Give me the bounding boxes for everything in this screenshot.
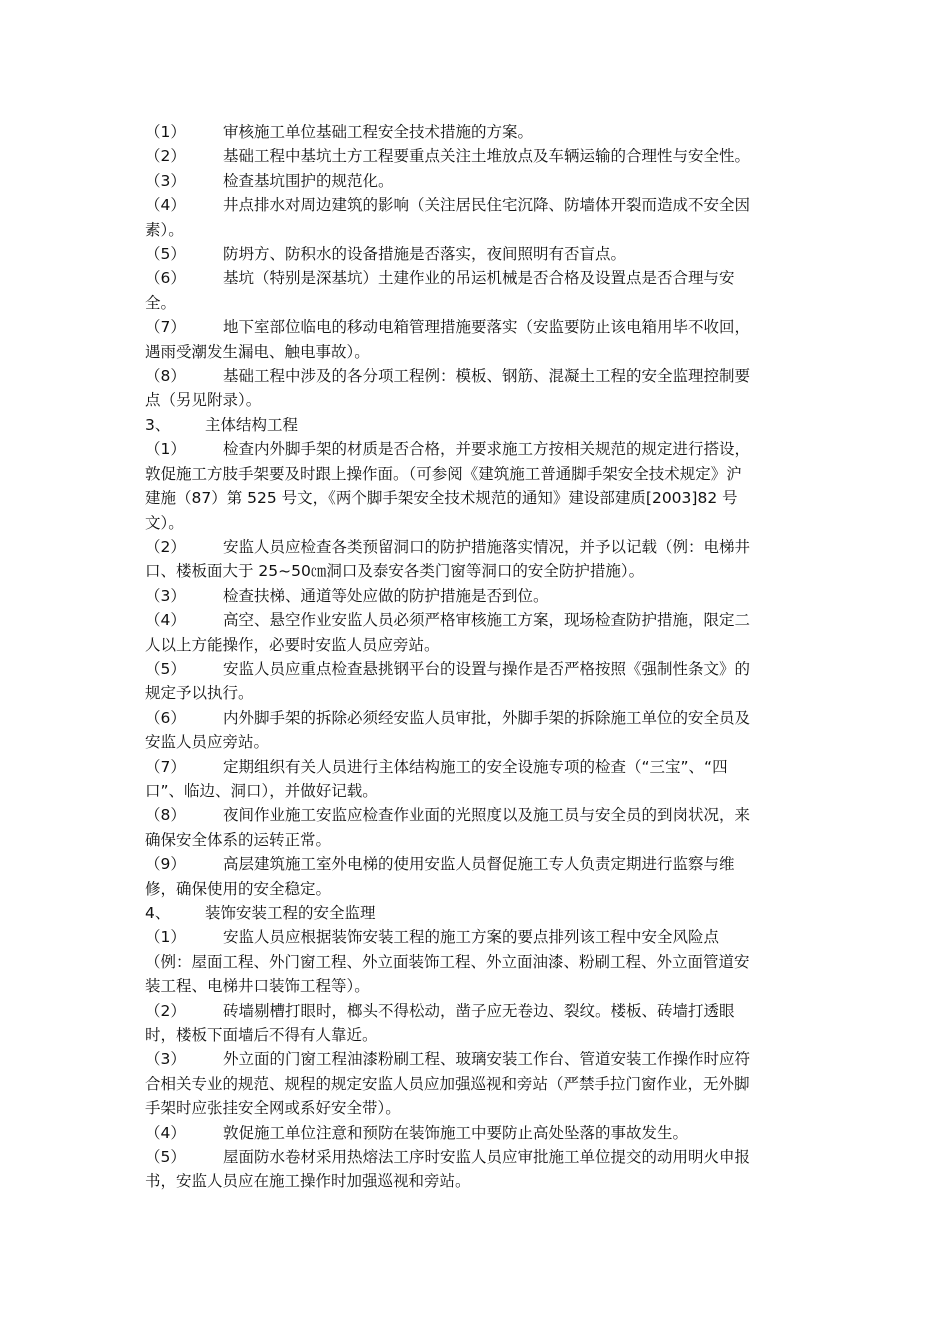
item-number: （8） xyxy=(145,806,186,825)
item-text: 高空、悬空作业安监人员必须严格审核施工方案，现场检查防护措施，限定二 xyxy=(223,611,751,630)
list-item xyxy=(145,852,805,901)
item-text-continuation: 口、楼板面大于 25~50㎝洞口及泰安各类门窗等洞口的安全防护措施）。 xyxy=(145,562,645,581)
section-heading xyxy=(145,413,805,437)
item-text: 检查基坑围护的规范化。 xyxy=(223,171,394,190)
item-text-continuation: 素）。 xyxy=(145,220,184,239)
item-number: （6） xyxy=(145,708,186,727)
item-text: 井点排水对周边建筑的影响（关注居民住宅沉降、防墙体开裂而造成不安全因 xyxy=(223,196,751,215)
list-item xyxy=(145,193,805,242)
item-number: （5） xyxy=(145,1148,186,1167)
item-number: （3） xyxy=(145,1050,186,1069)
item-number: （4） xyxy=(145,1123,186,1142)
item-text-continuation: 时，楼板下面墙后不得有人靠近。 xyxy=(145,1026,378,1045)
item-text: 屋面防水卷材采用热熔法工序时安监人员应审批施工单位提交的动用明火申报 xyxy=(223,1148,751,1167)
item-text: 内外脚手架的拆除必须经安监人员审批，外脚手架的拆除施工单位的安全员及 xyxy=(223,708,751,727)
item-number: （2） xyxy=(145,147,186,166)
item-number: （7） xyxy=(145,757,186,776)
item-text-continuation: 确保安全体系的运转正常。 xyxy=(145,830,332,849)
item-text-continuation: 修，确保使用的安全稳定。 xyxy=(145,879,332,898)
item-text: 定期组织有关人员进行主体结构施工的安全设施专项的检查（“三宝”、“四 xyxy=(223,757,728,776)
list-item xyxy=(145,266,805,315)
item-number: （1） xyxy=(145,928,186,947)
item-text: 检查内外脚手架的材质是否合格，并要求施工方按相关规范的规定进行搭设， xyxy=(223,440,751,459)
item-number: （5） xyxy=(145,245,186,264)
list-item xyxy=(145,144,805,168)
item-text-continuation: 书，安监人员应在施工操作时加强巡视和旁站。 xyxy=(145,1172,471,1191)
item-number: （9） xyxy=(145,855,186,874)
list-item xyxy=(145,803,805,852)
item-number: （3） xyxy=(145,171,186,190)
list-item xyxy=(145,755,805,804)
item-number: 4、 xyxy=(145,904,171,922)
item-text: 夜间作业施工安监应检查作业面的光照度以及施工员与安全员的到岗状况，来 xyxy=(223,806,751,825)
item-number: （4） xyxy=(145,611,186,630)
item-text: 砖墙剔槽打眼时，榔头不得松动，凿子应无卷边、裂纹。楼板、砖墙打透眼 xyxy=(223,1001,735,1020)
item-number: 3、 xyxy=(145,415,171,434)
item-text-continuation: 口”、临边、洞口），并做好记载。 xyxy=(145,781,378,800)
item-number: （6） xyxy=(145,269,186,288)
list-item xyxy=(145,315,805,364)
list-item xyxy=(145,657,805,706)
list-item xyxy=(145,535,805,584)
item-text: 安监人员应根据装饰安装工程的施工方案的要点排列该工程中安全风险点 xyxy=(223,928,720,947)
item-text: 基础工程中涉及的各分项工程例：模板、钢筋、混凝土工程的安全监理控制要 xyxy=(223,367,751,386)
item-number: （4） xyxy=(145,196,186,215)
item-text: 检查扶梯、通道等处应做的防护措施是否到位。 xyxy=(223,586,549,605)
list-item xyxy=(145,242,805,266)
item-text-continuation: 手架时应张挂安全网或系好安全带）。 xyxy=(145,1099,401,1118)
item-text-continuation: 遇雨受潮发生漏电、触电事故）。 xyxy=(145,342,370,361)
item-text-continuation: 建施（87）第 525 号文，《两个脚手架安全技术规范的通知》建设部建质[2003]82 号 xyxy=(145,489,738,508)
item-text: 主体结构工程 xyxy=(205,415,299,434)
item-number: （2） xyxy=(145,537,186,556)
list-item xyxy=(145,169,805,193)
item-text-continuation: 全。 xyxy=(145,293,177,312)
list-item xyxy=(145,706,805,755)
item-text: 外立面的门窗工程油漆粉刷工程、玻璃安装工作台、管道安装工作操作时应符 xyxy=(223,1050,751,1069)
item-number: （8） xyxy=(145,367,186,386)
item-text: 审核施工单位基础工程安全技术措施的方案。 xyxy=(223,123,534,141)
list-item xyxy=(145,608,805,657)
item-number: （3） xyxy=(145,586,186,605)
document-body xyxy=(145,120,805,1194)
item-text: 高层建筑施工室外电梯的使用安监人员督促施工专人负责定期进行监察与维 xyxy=(223,855,735,874)
item-number: （7） xyxy=(145,318,186,337)
item-text: 敦促施工单位注意和预防在装饰施工中要防止高处坠落的事故发生。 xyxy=(223,1123,689,1142)
list-item xyxy=(145,364,805,413)
list-item xyxy=(145,120,805,144)
list-item xyxy=(145,999,805,1048)
item-text: 基础工程中基坑土方工程要重点关注土堆放点及车辆运输的合理性与安全性。 xyxy=(223,147,751,166)
item-text-continuation: 合相关专业的规范、规程的规定安监人员应加强巡视和旁站（严禁手拉门窗作业，无外脚 xyxy=(145,1074,750,1093)
list-item xyxy=(145,1121,805,1145)
item-text-continuation: 装工程、电梯井口装饰工程等）。 xyxy=(145,977,370,996)
item-number: （1） xyxy=(145,123,186,141)
item-text: 防坍方、防积水的设备措施是否落实，夜间照明有否盲点。 xyxy=(223,245,627,264)
item-text-continuation: （例：屋面工程、外门窗工程、外立面装饰工程、外立面油漆、粉刷工程、外立面管道安 xyxy=(145,952,750,971)
item-number: （1） xyxy=(145,440,186,459)
list-item xyxy=(145,584,805,608)
item-text: 安监人员应重点检查悬挑钢平台的设置与操作是否严格按照《强制性条文》的 xyxy=(223,659,751,678)
list-item xyxy=(145,925,805,998)
list-item xyxy=(145,1047,805,1120)
item-text: 基坑（特别是深基坑）土建作业的吊运机械是否合格及设置点是否合理与安 xyxy=(223,269,735,288)
item-text-continuation: 点（另见附录）。 xyxy=(145,391,262,410)
item-text: 地下室部位临电的移动电箱管理措施要落实（安监要防止该电箱用毕不收回， xyxy=(223,318,751,337)
section-heading xyxy=(145,901,805,925)
item-number: （5） xyxy=(145,659,186,678)
item-text: 装饰安装工程的安全监理 xyxy=(205,904,376,922)
item-text-continuation: 文）。 xyxy=(145,513,184,532)
item-text-continuation: 敦促施工方肢手架要及时跟上操作面。（可参阅《建筑施工普通脚手架安全技术规定》沪 xyxy=(145,464,742,483)
item-text-continuation: 安监人员应旁站。 xyxy=(145,733,270,752)
list-item xyxy=(145,437,805,535)
item-text: 安监人员应检查各类预留洞口的防护措施落实情况，并予以记载（例：电梯井 xyxy=(223,537,751,556)
item-text-continuation: 规定予以执行。 xyxy=(145,684,254,703)
item-text-continuation: 人以上方能操作，必要时安监人员应旁站。 xyxy=(145,635,440,654)
item-number: （2） xyxy=(145,1001,186,1020)
list-item xyxy=(145,1145,805,1194)
